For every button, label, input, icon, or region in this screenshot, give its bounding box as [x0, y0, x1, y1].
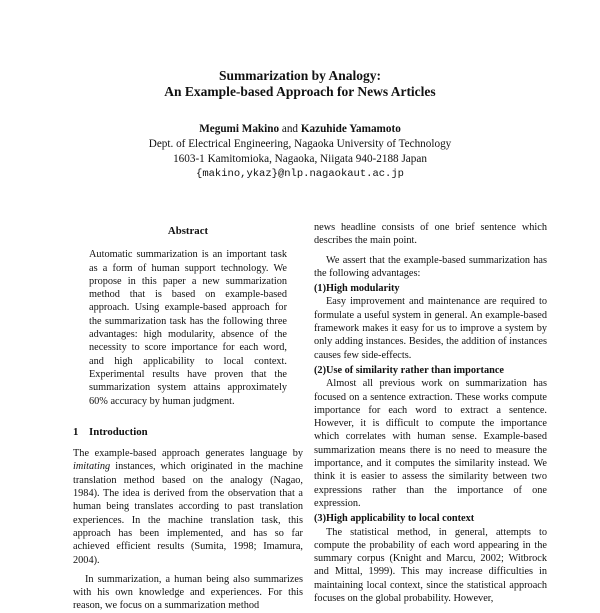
- title-line-2: An Example-based Approach for News Articles: [164, 84, 436, 99]
- advantage-1-heading: (1)High modularity: [314, 283, 400, 295]
- author-and: and: [281, 123, 299, 135]
- intro-p1-start: The example-based approach generates language by: [73, 448, 303, 460]
- advantages-intro: We assert that the example-based summarization has the following advantages:: [314, 254, 547, 279]
- left-column: [73, 225, 303, 613]
- author-names: [0, 122, 600, 137]
- author-1: Megumi Makino: [199, 123, 280, 135]
- continued-paragraph: news headline consists of one brief sentence which describes the main point.: [314, 222, 547, 247]
- intro-p1-rest: instances, which originated in the machine translation method based on the analogy (Nagao, 1984). The idea is derived from the observation that a human being translates according to past translation experiences. In the machine translation task, this approach has been implemented, and has so far achieved efficient results (Sumita, 1998; Imamura, 2004).: [73, 461, 303, 566]
- abstract-heading: Abstract: [167, 225, 209, 237]
- section-number: 1: [73, 425, 79, 438]
- intro-paragraph-1: [73, 447, 303, 567]
- advantage-3-heading: (3)High applicability to local context: [314, 513, 475, 525]
- abstract-text: Automatic summarization is an important task as a form of human support technology. We propose in this paper a new summarization method that is based on example-based approach. Using example-based approach for the summarization task has the following three advantages: high modularity, absence of the necessity to score importance for each word, and high applicability to local context. Experimental results have proven that the summarization system attains approximately 60% accuracy by human judgment.: [89, 249, 287, 407]
- intro-p1-emphasis: imitating: [73, 461, 111, 473]
- section-title: Introduction: [89, 425, 148, 438]
- right-column: [314, 221, 547, 605]
- section-heading-introduction: [73, 426, 303, 439]
- abstract-body: [89, 248, 287, 408]
- advantage-2-text: Almost all previous work on summarization has focused on a sentence extraction. These works compute importance for each word to extract a sentence. However, it is difficult to compute the importance which correlates with human sense. Example-based summarization means there is no need to measure the importance, and it computes the similarity instead. We think it is easier to assess the similarity between two expressions rather than the importance of one expression.: [314, 378, 547, 509]
- advantage-2-heading: (2)Use of similarity rather than importance: [314, 364, 504, 376]
- title-line-1: Summarization by Analogy:: [218, 68, 381, 83]
- author-block: [0, 122, 600, 182]
- advantage-3-text: The statistical method, in general, attempts to compute the probability of each word appearing in the summary corpus (Knight and Marcu, 2002; Witbrock and Mittal, 1999). This may increase difficulties in maintaining local context, since the statistical approach focuses on the global probability. However,: [314, 526, 547, 605]
- email: {makino,ykaz}@nlp.nagaokaut.ac.jp: [196, 168, 404, 180]
- intro-paragraph-2: In summarization, a human being also summarizes with his own knowledge and experiences. For this reason, we focus on a summarization method: [73, 573, 303, 612]
- author-2: Kazuhide Yamamoto: [300, 123, 401, 135]
- advantage-1-text: Easy improvement and maintenance are required to formulate a useful system in general. An example-based framework makes it easy for us to improve a system by only adding instances. Besides, the addition of instances causes few side-effects.: [314, 296, 547, 361]
- address: 1603-1 Kamitomioka, Nagaoka, Niigata 940-2188 Japan: [173, 153, 427, 165]
- paper-title: [0, 68, 600, 100]
- affiliation: Dept. of Electrical Engineering, Nagaoka University of Technology: [148, 138, 452, 150]
